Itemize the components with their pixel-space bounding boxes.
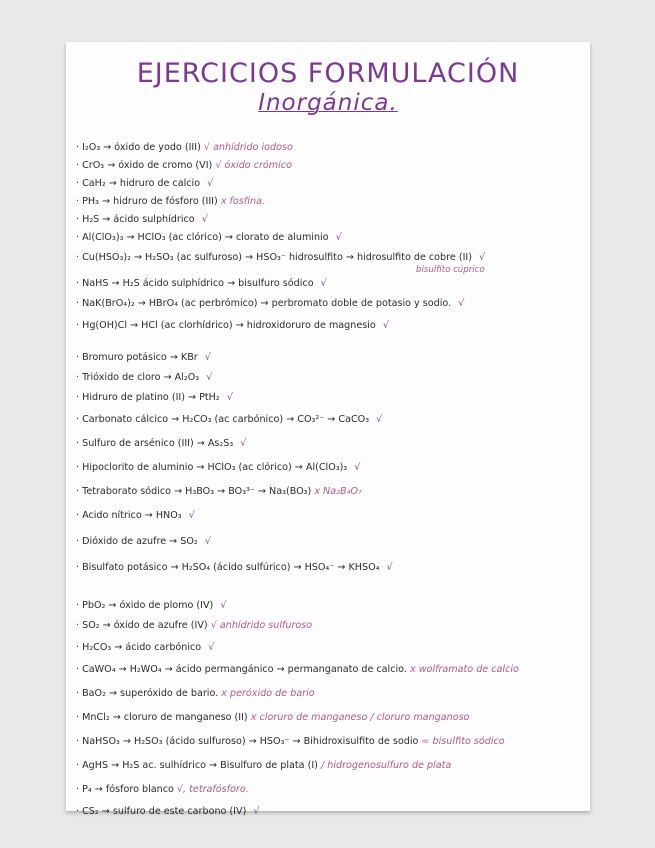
exercise-text: · Ácido nítrico → HNO₃ bbox=[76, 510, 182, 521]
page-subtitle: Inorgánica. bbox=[258, 90, 398, 116]
exercise-text: · Hipoclorito de aluminio → HClO₃ (ac clórico) → Al(ClO₃)₃ bbox=[76, 462, 348, 473]
exercise-text: · Dióxido de azufre → SO₂ bbox=[76, 536, 198, 547]
exercise-text: · Trióxido de cloro → Al₂O₃ bbox=[76, 372, 200, 383]
exercise-text: · NaHS → H₂S ácido sulphídrico → bisulfuro sódico bbox=[76, 278, 314, 289]
exercise-text: · PbO₂ → óxido de plomo (IV) bbox=[76, 600, 214, 611]
exercise-line bbox=[76, 664, 581, 675]
exercise-text: · Tetraborato sódico → H₃BO₃ → BO₃³⁻ → Na₃(BO₃) bbox=[76, 486, 312, 497]
exercise-note: x Na₂B₄O₇ bbox=[314, 486, 362, 497]
exercise-text: · Hg(OH)Cl → HCl (ac clorhídrico) → hidroxidoruro de magnesio bbox=[76, 320, 376, 331]
page-title: EJERCICIOS FORMULACIÓN bbox=[136, 58, 520, 89]
exercise-text: · NaK(BrO₄)₂ → HBrO₄ (ac perbrómico) → perbromato doble de potasio y sodio. bbox=[76, 298, 452, 309]
exercise-text: · AgHS → H₂S ac. sulhídrico → Bisulfuro de plata (I) bbox=[76, 760, 318, 771]
check-mark: √ bbox=[376, 414, 383, 425]
exercise-text: · MnCl₂ → cloruro de manganeso (II) bbox=[76, 712, 248, 723]
exercise-text: · NaHSO₃ → H₂SO₃ (ácido sulfuroso) → HSO₃⁻ → Bihidroxisulfito de sodio bbox=[76, 736, 419, 747]
exercise-text: · H₂CO₃ → ácido carbónico bbox=[76, 642, 202, 653]
exercise-line bbox=[76, 784, 581, 795]
exercise-line bbox=[76, 392, 581, 403]
exercise-line bbox=[76, 620, 581, 631]
check-mark: √ bbox=[206, 372, 213, 383]
exercise-note: / hidrogenosulfuro de plata bbox=[320, 760, 452, 771]
exercise-note: = bisulfito sódico bbox=[421, 736, 505, 747]
exercise-line bbox=[76, 712, 581, 723]
check-mark: √ bbox=[335, 232, 342, 243]
check-mark: √ bbox=[204, 352, 211, 363]
exercise-text: · Carbonato cálcico → H₂CO₃ (ac carbónico) → CO₃²⁻ → CaCO₃ bbox=[76, 414, 370, 425]
exercise-line bbox=[76, 486, 581, 497]
exercise-line bbox=[76, 536, 581, 547]
exercise-text: · Al(ClO₃)₃ → HClO₃ (ac clórico) → clorato de aluminio bbox=[76, 232, 329, 243]
exercise-note: √, tetrafósforo. bbox=[176, 784, 249, 795]
check-mark: √ bbox=[479, 252, 486, 263]
check-mark: √ bbox=[207, 178, 214, 189]
check-mark: √ bbox=[204, 536, 211, 547]
exercise-note: √ óxido crómico bbox=[215, 160, 292, 171]
exercise-note: √ anhídrido sulfuroso bbox=[210, 620, 313, 631]
exercise-note: x fosfina. bbox=[220, 196, 266, 207]
exercise-line bbox=[76, 642, 581, 653]
exercise-line bbox=[76, 462, 581, 473]
exercise-line bbox=[76, 806, 581, 817]
exercise-text: · CS₂ → sulfuro de este carbono (IV) bbox=[76, 806, 247, 817]
exercise-line bbox=[76, 214, 581, 225]
exercise-text: · SO₂ → óxido de azufre (IV) bbox=[76, 620, 208, 631]
exercise-line bbox=[76, 562, 581, 573]
exercise-text: · H₂S → ácido sulphídrico bbox=[76, 214, 195, 225]
exercise-text: · BaO₂ → superóxido de bario. bbox=[76, 688, 219, 699]
check-mark: √ bbox=[386, 562, 393, 573]
exercise-text: · Hidruro de platino (II) → PtH₂ bbox=[76, 392, 220, 403]
exercise-text: · CaH₂ → hidruro de calcio bbox=[76, 178, 201, 189]
exercise-line bbox=[76, 160, 581, 171]
check-mark: √ bbox=[188, 510, 195, 521]
exercise-note: √ anhídrido iodoso bbox=[203, 142, 293, 153]
exercise-text: · Bisulfato potásico → H₂SO₄ (ácido sulfúrico) → HSO₄⁻ → KHSO₄ bbox=[76, 562, 380, 573]
exercise-line bbox=[76, 352, 581, 363]
exercise-line bbox=[76, 510, 581, 521]
exercise-note: x wolframato de calcio bbox=[409, 664, 519, 675]
exercise-line bbox=[76, 688, 581, 699]
exercise-line bbox=[76, 178, 581, 189]
exercise-line bbox=[76, 736, 581, 747]
exercise-line bbox=[76, 372, 581, 383]
check-mark: √ bbox=[320, 278, 327, 289]
exercise-note: x cloruro de manganeso / cloruro manganoso bbox=[250, 712, 470, 723]
exercise-line bbox=[76, 232, 581, 243]
exercise-text: · CaWO₄ → H₂WO₄ → ácido permangánico → permanganato de calcio. bbox=[76, 664, 407, 675]
exercise-line bbox=[76, 320, 581, 331]
exercise-line bbox=[76, 298, 581, 309]
exercise-line bbox=[76, 414, 581, 425]
exercise-line bbox=[76, 252, 581, 263]
exercise-note: x peróxido de bario bbox=[221, 688, 315, 699]
check-mark: √ bbox=[240, 438, 247, 449]
exercise-line bbox=[76, 600, 581, 611]
check-mark: √ bbox=[208, 642, 215, 653]
exercise-line bbox=[76, 278, 581, 289]
check-mark: √ bbox=[201, 214, 208, 225]
notebook-page bbox=[66, 42, 590, 817]
check-mark: √ bbox=[382, 320, 389, 331]
check-mark: √ bbox=[226, 392, 233, 403]
exercise-text: · CrO₃ → óxido de cromo (VI) bbox=[76, 160, 213, 171]
exercise-line bbox=[76, 760, 581, 771]
check-mark: √ bbox=[458, 298, 465, 309]
exercise-line bbox=[76, 196, 581, 207]
check-mark: √ bbox=[253, 806, 260, 817]
exercise-text: · PH₃ → hidruro de fósforo (III) bbox=[76, 196, 218, 207]
check-mark: √ bbox=[354, 462, 361, 473]
exercise-text: · Sulfuro de arsénico (III) → As₂S₃ bbox=[76, 438, 234, 449]
exercise-line bbox=[76, 142, 581, 153]
exercise-text: · P₄ → fósforo blanco bbox=[76, 784, 174, 795]
exercise-line bbox=[76, 438, 581, 449]
check-mark: √ bbox=[220, 600, 227, 611]
exercise-text: · I₂O₃ → óxido de yodo (III) bbox=[76, 142, 201, 153]
exercise-text: · Bromuro potásico → KBr bbox=[76, 352, 198, 363]
exercise-subnote: bisulfito cúprico bbox=[416, 265, 485, 275]
exercise-text: · Cu(HSO₃)₂ → H₂SO₃ (ac sulfuroso) → HSO₃⁻ hidrosulfito → hidrosulfito de cobre (II) bbox=[76, 252, 472, 263]
